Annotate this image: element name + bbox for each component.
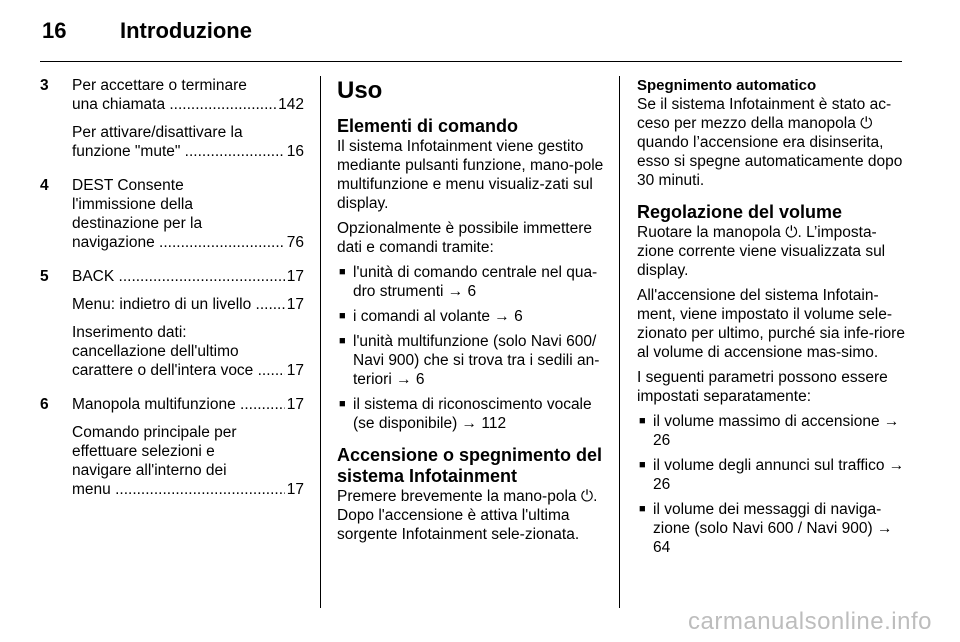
- list-item: ■ il volume degli annunci sul traffico → 26: [637, 456, 905, 494]
- paragraph: Ruotare la manopola ⏻. L’imposta-zione corrente viene visualizzata sul display.: [637, 224, 886, 279]
- bullet-list: [637, 412, 905, 557]
- entry-label: funzione "mute" .....: [72, 142, 285, 161]
- list-item: ■ l'unità di comando centrale nel qua-dro strumenti → 6: [337, 263, 605, 301]
- list-item: ■ il sistema di riconoscimento vocale (se disponibile) → 112: [337, 395, 605, 433]
- entry-label: carattere o dell'intera voce .....: [72, 361, 285, 380]
- index-entry: [40, 423, 304, 499]
- paragraph: Se il sistema Infotainment è stato ac-ceso per mezzo della manopola ⏻ quando l’accensione era disinserita, esso si spegne automaticamente dopo 30 minuti.: [637, 96, 903, 189]
- entry-page-ref: 17: [286, 268, 304, 285]
- page-number: 16: [42, 18, 67, 43]
- entry-text-line: navigare all'interno dei: [72, 462, 227, 479]
- entry-number: 3: [40, 77, 49, 94]
- entry-page-ref: 142: [278, 96, 304, 113]
- entry-text-line: DEST Consente: [72, 177, 184, 194]
- watermark: carmanualsonline.info: [688, 608, 932, 635]
- entry-text-line: destinazione per la: [72, 215, 203, 232]
- entry-text-line: Inserimento dati:: [72, 324, 187, 341]
- list-item: ■ il volume dei messaggi di naviga-zione (solo Navi 600 / Navi 900) → 64: [637, 500, 905, 557]
- column-divider-right: [619, 76, 620, 608]
- page-title: Introduzione: [120, 18, 252, 43]
- index-entry: [40, 395, 304, 414]
- entry-label: una chiamata .....: [72, 95, 276, 114]
- paragraph: Il sistema Infotainment viene gestito mediante pulsanti funzione, mano-pole multifunzione e menu visualiz-zati sul display.: [337, 138, 604, 212]
- subsection-title-power: Accensione o spegnimento del sistema Infotainment: [337, 445, 603, 486]
- entry-label: BACK .....: [72, 267, 285, 286]
- entry-text-line: Per accettare o terminare: [72, 77, 247, 94]
- paragraph: All'accensione del sistema Infotain-ment, viene impostato il volume sele-zionato per ultimo, purché sia infe-riore al volume di accensione mas-simo.: [637, 287, 905, 361]
- section-title: Uso: [337, 77, 383, 104]
- index-entry: [40, 123, 304, 161]
- entry-text-line: Comando principale per: [72, 424, 237, 441]
- paragraph: Premere brevemente la mano-pola ⏻. Dopo l'accensione è attiva l'ultima sorgente Infotainment sele-zionata.: [337, 488, 598, 543]
- entry-page-ref: 17: [286, 481, 304, 498]
- entry-label: navigazione .....: [72, 233, 285, 252]
- list-item: ■ l'unità multifunzione (solo Navi 600/ Navi 900) che si trova tra i sedili an-teriori → 6: [337, 332, 605, 389]
- volume-title: Regolazione del volume: [637, 202, 843, 222]
- left-column-index: [40, 76, 304, 514]
- entry-page-ref: 17: [286, 396, 304, 413]
- list-item: ■ i comandi al volante → 6: [337, 307, 605, 326]
- entry-text-line: effettuare selezioni e: [72, 443, 215, 460]
- entry-text-line: cancellazione dell'ultimo: [72, 343, 239, 360]
- entry-number: 4: [40, 177, 49, 194]
- bullet-list: [337, 263, 605, 433]
- paragraph: I seguenti parametri possono essere impostati separatamente:: [637, 369, 888, 405]
- auto-off-title: Spegnimento automatico: [637, 77, 817, 94]
- entry-label: menu .....: [72, 480, 285, 499]
- list-item: ■ il volume massimo di accensione → 26: [637, 412, 905, 450]
- index-entry: [40, 76, 304, 114]
- header-rule: [40, 61, 902, 62]
- entry-page-ref: 76: [286, 234, 304, 251]
- index-entry: [40, 267, 304, 286]
- index-entry: [40, 323, 304, 380]
- entry-text-line: Per attivare/disattivare la: [72, 124, 243, 141]
- middle-column: [337, 76, 605, 550]
- index-entry: [40, 176, 304, 252]
- right-column: [637, 76, 905, 563]
- entry-number: 5: [40, 268, 49, 285]
- entry-page-ref: 17: [286, 362, 304, 379]
- subsection-title-controls: Elementi di comando: [337, 116, 519, 136]
- paragraph: Opzionalmente è possibile immettere dati e comandi tramite:: [337, 220, 593, 256]
- entry-page-ref: 16: [286, 143, 304, 160]
- entry-text-line: l'immissione della: [72, 196, 193, 213]
- column-divider-left: [320, 76, 321, 608]
- entry-label: Manopola multifunzione .....: [72, 395, 285, 414]
- entry-label: Menu: indietro di un livello .....: [72, 295, 285, 314]
- index-entry: [40, 295, 304, 314]
- entry-page-ref: 17: [286, 296, 304, 313]
- entry-number: 6: [40, 396, 49, 413]
